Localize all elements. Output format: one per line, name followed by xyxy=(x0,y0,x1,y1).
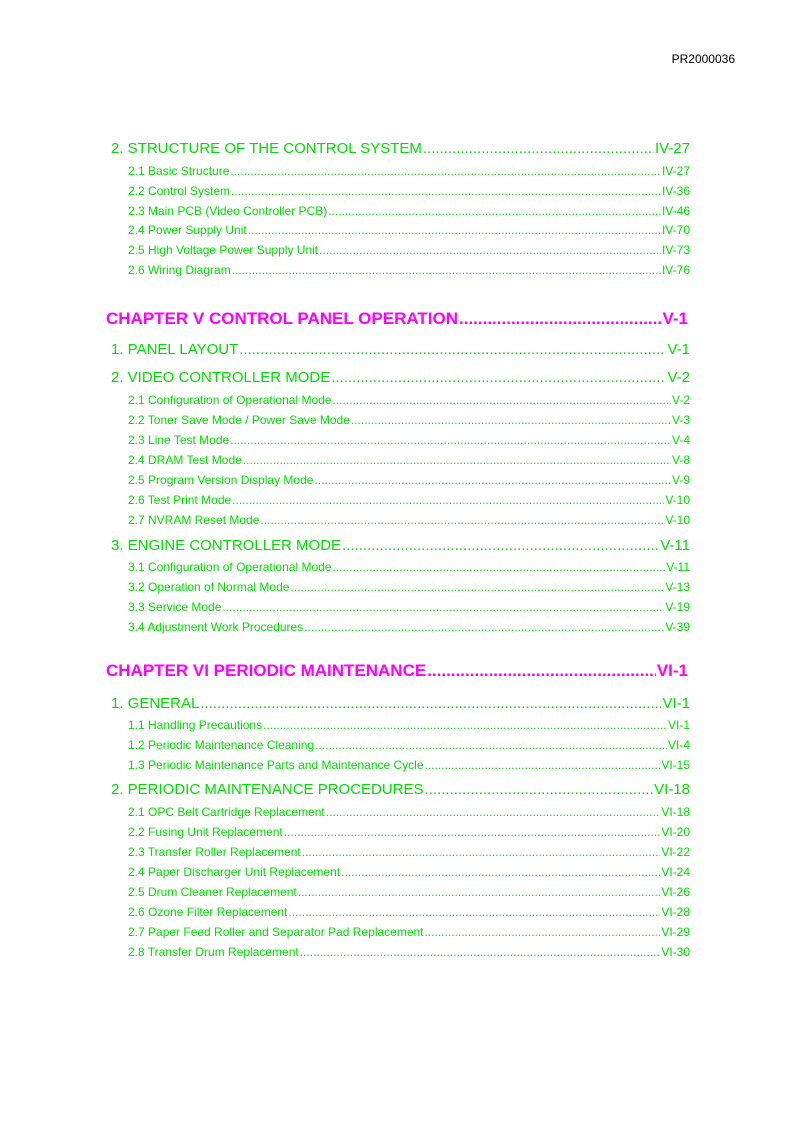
document-id: PR2000036 xyxy=(671,52,735,66)
toc-entry-page: V-1 xyxy=(662,309,688,328)
toc-dot-leader xyxy=(222,600,664,614)
toc-dot-leader xyxy=(332,560,665,574)
toc-entry-sub xyxy=(128,164,690,180)
toc-entry-sub xyxy=(128,204,690,220)
toc-entry-sub xyxy=(128,263,690,279)
toc-entry-page: VI-1 xyxy=(656,661,688,680)
toc-entry-title: 2.6 Wiring Diagram xyxy=(128,263,231,277)
toc-entry-page: V-10 xyxy=(665,513,690,527)
toc-entry-page: V-11 xyxy=(666,560,690,574)
toc-entry-sub xyxy=(128,825,690,841)
toc-entry-sub xyxy=(128,453,690,469)
toc-entry-sub xyxy=(128,718,690,734)
toc-entry-page: VI-28 xyxy=(661,905,690,919)
toc-entry-sub xyxy=(128,620,690,636)
toc-entry-page: VI-1 xyxy=(667,718,690,732)
toc-entry-section xyxy=(111,341,690,361)
toc-entry-title: 2. VIDEO CONTROLLER MODE xyxy=(111,369,331,386)
toc-dot-leader xyxy=(328,204,661,218)
toc-entry-page: V-2 xyxy=(671,393,690,407)
toc-entry-page: V-9 xyxy=(671,473,690,487)
toc-entry-section xyxy=(111,537,690,557)
toc-entry-title: 2.3 Line Test Mode xyxy=(128,433,230,447)
toc-entry-page: V-11 xyxy=(660,537,690,554)
toc-entry-title: CHAPTER VI PERIODIC MAINTENANCE xyxy=(106,661,427,680)
toc-dot-leader xyxy=(331,369,666,386)
toc-entry-page: VI-18 xyxy=(654,781,690,798)
toc-entry-sub xyxy=(128,433,690,449)
toc-dot-leader xyxy=(230,164,661,178)
toc-dot-leader xyxy=(314,473,671,487)
toc-entry-section xyxy=(111,369,690,389)
toc-entry-section xyxy=(111,781,690,801)
toc-dot-leader xyxy=(263,718,667,732)
toc-entry-title: 3.3 Service Mode xyxy=(128,600,222,614)
toc-entry-title: 3. ENGINE CONTROLLER MODE xyxy=(111,537,342,554)
toc-entry-sub xyxy=(128,945,690,961)
toc-entry-sub xyxy=(128,925,690,941)
toc-dot-leader xyxy=(290,580,664,594)
toc-entry-title: 1.1 Handling Precautions xyxy=(128,718,263,732)
toc-entry-title: 2.5 High Voltage Power Supply Unit xyxy=(128,243,319,257)
toc-entry-title: 2.4 DRAM Test Mode xyxy=(128,453,242,467)
toc-entry-page: VI-15 xyxy=(661,758,690,772)
toc-entry-page: IV-46 xyxy=(661,204,690,218)
toc-entry-sub xyxy=(128,393,690,409)
toc-dot-leader xyxy=(427,661,656,681)
toc-dot-leader xyxy=(231,184,661,198)
toc-entry-title: 2.5 Drum Cleaner Replacement xyxy=(128,885,297,899)
toc-entry-page: IV-76 xyxy=(661,263,690,277)
toc-entry-title: 2.3 Transfer Roller Replacement xyxy=(128,845,301,859)
toc-dot-leader xyxy=(232,493,664,507)
toc-entry-sub xyxy=(128,865,690,881)
toc-dot-leader xyxy=(425,758,661,772)
toc-dot-leader xyxy=(459,309,661,329)
toc-entry-title: 1.3 Periodic Maintenance Parts and Maintenance Cycle xyxy=(128,758,424,772)
toc-dot-leader xyxy=(341,865,660,879)
toc-entry-page: V-8 xyxy=(671,453,690,467)
toc-entry-title: 1. GENERAL xyxy=(111,695,200,712)
toc-entry-sub xyxy=(128,493,690,509)
toc-entry-section xyxy=(111,695,690,715)
toc-entry-sub xyxy=(128,805,690,821)
toc-dot-leader xyxy=(319,243,661,257)
toc-entry-page: VI-24 xyxy=(661,865,690,879)
toc-entry-page: VI-26 xyxy=(661,885,690,899)
toc-entry-page: VI-4 xyxy=(667,738,690,752)
toc-entry-title: 2.4 Paper Discharger Unit Replacement xyxy=(128,865,341,879)
toc-entry-title: 2.2 Control System xyxy=(128,184,231,198)
toc-entry-title: 3.4 Adjustment Work Procedures xyxy=(128,620,304,634)
toc-entry-page: V-2 xyxy=(667,369,690,386)
toc-dot-leader xyxy=(232,263,661,277)
toc-entry-sub xyxy=(128,223,690,239)
toc-dot-leader xyxy=(332,393,671,407)
toc-dot-leader xyxy=(351,413,671,427)
toc-entry-page: IV-73 xyxy=(661,243,690,257)
toc-entry-chapter xyxy=(106,309,688,331)
toc-entry-title: 2.3 Main PCB (Video Controller PCB) xyxy=(128,204,328,218)
toc-entry-sub xyxy=(128,560,690,576)
toc-entry-page: V-19 xyxy=(665,600,690,614)
toc-entry-title: 2.8 Transfer Drum Replacement xyxy=(128,945,299,959)
toc-entry-page: V-13 xyxy=(665,580,690,594)
toc-entry-sub xyxy=(128,473,690,489)
toc-entry-sub xyxy=(128,845,690,861)
toc-entry-title: 2.1 Basic Structure xyxy=(128,164,230,178)
toc-entry-title: 2.6 Test Print Mode xyxy=(128,493,232,507)
toc-dot-leader xyxy=(284,825,661,839)
toc-entry-page: V-39 xyxy=(665,620,690,634)
toc-entry-page: VI-22 xyxy=(661,845,690,859)
toc-dot-leader xyxy=(425,925,661,939)
toc-dot-leader xyxy=(298,885,661,899)
toc-entry-page: IV-27 xyxy=(654,140,690,157)
toc-dot-leader xyxy=(239,341,666,358)
toc-entry-chapter xyxy=(106,661,688,683)
toc-entry-title: 2.4 Power Supply Unit xyxy=(128,223,247,237)
toc-entry-sub xyxy=(128,600,690,616)
toc-entry-page: IV-27 xyxy=(661,164,690,178)
toc-entry-sub xyxy=(128,243,690,259)
toc-entry-page: VI-18 xyxy=(661,805,690,819)
toc-dot-leader xyxy=(302,845,661,859)
toc-entry-page: V-10 xyxy=(665,493,690,507)
toc-dot-leader xyxy=(230,433,671,447)
toc-entry-title: 2.5 Program Version Display Mode xyxy=(128,473,314,487)
toc-dot-leader xyxy=(304,620,664,634)
toc-entry-sub xyxy=(128,738,690,754)
toc-entry-page: V-1 xyxy=(667,341,690,358)
toc-dot-leader xyxy=(326,805,661,819)
toc-dot-leader xyxy=(315,738,667,752)
toc-dot-leader xyxy=(243,453,671,467)
toc-entry-title: 1. PANEL LAYOUT xyxy=(111,341,239,358)
toc-entry-sub xyxy=(128,184,690,200)
toc-entry-page: VI-1 xyxy=(662,695,690,712)
toc-dot-leader xyxy=(342,537,659,554)
toc-dot-leader xyxy=(423,140,654,157)
toc-entry-title: CHAPTER V CONTROL PANEL OPERATION xyxy=(106,309,458,328)
toc-dot-leader xyxy=(248,223,661,237)
toc-entry-sub xyxy=(128,758,690,774)
toc-dot-leader xyxy=(288,905,660,919)
toc-entry-sub xyxy=(128,885,690,901)
toc-entry-title: 3.2 Operation of Normal Mode xyxy=(128,580,290,594)
toc-entry-title: 2.1 Configuration of Operational Mode xyxy=(128,393,332,407)
toc-entry-section xyxy=(111,140,690,160)
toc-entry-title: 2.7 Paper Feed Roller and Separator Pad Replacement xyxy=(128,925,424,939)
toc-entry-sub xyxy=(128,513,690,529)
toc-entry-title: 1.2 Periodic Maintenance Cleaning xyxy=(128,738,315,752)
toc-entry-title: 2. PERIODIC MAINTENANCE PROCEDURES xyxy=(111,781,424,798)
toc-dot-leader xyxy=(300,945,661,959)
toc-entry-title: 3.1 Configuration of Operational Mode xyxy=(128,560,332,574)
toc-entry-page: VI-20 xyxy=(661,825,690,839)
toc-dot-leader xyxy=(425,781,654,798)
toc-entry-title: 2.7 NVRAM Reset Mode xyxy=(128,513,260,527)
toc-entry-page: IV-70 xyxy=(661,223,690,237)
toc-dot-leader xyxy=(260,513,664,527)
toc-entry-page: V-4 xyxy=(671,433,690,447)
toc-entry-title: 2.2 Toner Save Mode / Power Save Mode xyxy=(128,413,350,427)
toc-dot-leader xyxy=(200,695,661,712)
toc-entry-page: V-3 xyxy=(671,413,690,427)
toc-entry-page: IV-36 xyxy=(661,184,690,198)
toc-entry-title: 2. STRUCTURE OF THE CONTROL SYSTEM xyxy=(111,140,422,157)
toc-entry-sub xyxy=(128,905,690,921)
toc-entry-page: VI-30 xyxy=(661,945,690,959)
toc-entry-page: VI-29 xyxy=(661,925,690,939)
toc-entry-title: 2.6 Ozone Filter Replacement xyxy=(128,905,288,919)
toc-entry-title: 2.1 OPC Belt Cartridge Replacement xyxy=(128,805,325,819)
toc-entry-title: 2.2 Fusing Unit Replacement xyxy=(128,825,283,839)
toc-entry-sub xyxy=(128,413,690,429)
toc-entry-sub xyxy=(128,580,690,596)
